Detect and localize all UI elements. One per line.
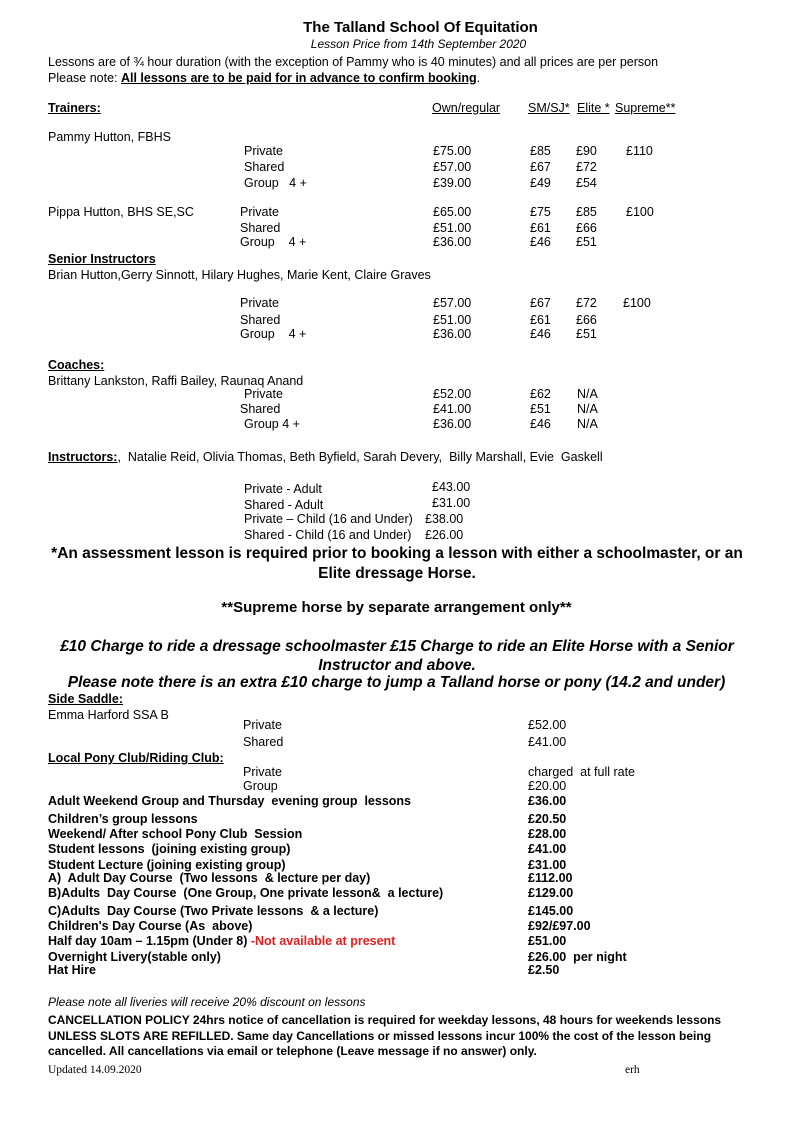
instructors-names: , Natalie Reid, Olivia Thomas, Beth Byfield, Sarah Devery, Billy Marshall, Evie Gaskell — [117, 450, 603, 464]
price-elite: £66 — [576, 221, 597, 235]
lesson-type: Shared — [240, 402, 281, 416]
price-elite: £54 — [576, 176, 597, 190]
lesson-type: Private — [243, 718, 282, 732]
price: £38.00 — [425, 512, 464, 526]
extra-label: Children’s group lessons — [48, 812, 198, 826]
extra-label: B)Adults Day Course (One Group, One private lesson& a lecture) — [48, 886, 444, 900]
instructors-heading: Instructors: — [48, 450, 118, 464]
lesson-type: Group 4 + — [244, 417, 300, 431]
extra-price: £2.50 — [528, 963, 560, 977]
lesson-type: Shared — [244, 160, 285, 174]
coaches-names: Brittany Lankston, Raffi Bailey, Raunaq Anand — [48, 374, 304, 388]
extra-price: £31.00 — [528, 858, 567, 872]
extra-label: Student Lecture (joining existing group) — [48, 858, 286, 872]
liveries-note: Please note all liveries will receive 20% discount on lessons — [48, 995, 366, 1009]
trainer-name: Pammy Hutton, FBHS — [48, 130, 171, 144]
lesson-type: Group 4 + — [240, 327, 307, 341]
lesson-type: Shared — [243, 735, 284, 749]
price-elite: £85 — [576, 205, 597, 219]
price-sm: £75 — [530, 205, 551, 219]
extra-price: £28.00 — [528, 827, 567, 841]
payment-note-suffix: . — [476, 71, 481, 85]
col-own-regular: Own/regular — [432, 101, 501, 115]
price-own: £36.00 — [433, 327, 472, 341]
price-sm: £46 — [530, 235, 551, 249]
lesson-type: Group 4 + — [244, 176, 307, 190]
payment-note-prefix: Please note: — [48, 71, 121, 85]
extra-price: £51.00 — [528, 934, 567, 948]
price: £43.00 — [432, 480, 471, 494]
price-supreme: £110 — [626, 144, 653, 158]
price: £41.00 — [528, 735, 567, 749]
lesson-type: Private — [243, 765, 282, 779]
price-sm: £46 — [530, 417, 551, 431]
price-own: £51.00 — [433, 313, 472, 327]
extra-price: £92/£97.00 — [528, 919, 591, 933]
coaches-heading: Coaches: — [48, 358, 105, 372]
lesson-type: Group — [243, 779, 278, 793]
price: charged at full rate — [528, 765, 636, 779]
price-supreme: £100 — [626, 205, 654, 219]
instructors-line — [48, 450, 603, 464]
page-subtitle: Lesson Price from 14th September 2020 — [310, 37, 527, 51]
price-own: £57.00 — [433, 296, 472, 310]
extra-label: Children's Day Course (As above) — [48, 919, 253, 933]
page-title: The Talland School Of Equitation — [303, 19, 538, 36]
price-supreme: £100 — [623, 296, 651, 310]
lesson-type: Private — [244, 144, 283, 158]
charge-notice: £10 Charge to ride a dressage schoolmaster £15 Charge to ride an Elite Horse with a Senior Instructor and above. — [60, 638, 734, 675]
lesson-type: Group 4 + — [240, 235, 307, 249]
payment-note — [48, 71, 480, 85]
supreme-notice — [0, 599, 793, 616]
price-sm: £67 — [530, 160, 551, 174]
price-sm: £61 — [530, 221, 551, 235]
lesson-type: Shared - Adult — [244, 498, 324, 512]
price-sm: £85 — [530, 144, 551, 158]
updated-date: Updated 14.09.2020 — [48, 1064, 142, 1076]
price: £31.00 — [432, 496, 471, 510]
price: £52.00 — [528, 718, 567, 732]
price-elite: £51 — [576, 235, 597, 249]
extra-price: £129.00 — [528, 886, 574, 900]
extra-price: £41.00 — [528, 842, 567, 856]
price-sm: £51 — [530, 402, 551, 416]
extra-label: Weekend/ After school Pony Club Session — [48, 827, 303, 841]
lesson-type: Private – Child (16 and Under) — [244, 512, 413, 526]
price-elite: £72 — [576, 296, 597, 310]
price-own: £65.00 — [433, 205, 472, 219]
price-sm: £67 — [530, 296, 551, 310]
price: £20.00 — [528, 779, 567, 793]
not-available-note: -Not available at present — [250, 934, 396, 948]
extra-label: C)Adults Day Course (Two Private lessons & a lecture) — [48, 904, 379, 918]
extra-label-row — [48, 934, 395, 948]
side-saddle-heading: Side Saddle: — [48, 692, 124, 706]
col-supreme: Supreme** — [615, 101, 676, 115]
extra-price: £145.00 — [528, 904, 574, 918]
price: £26.00 — [425, 528, 464, 542]
lesson-type: Shared - Child (16 and Under) — [244, 528, 412, 542]
senior-instructors-heading: Senior Instructors — [48, 252, 156, 266]
price-elite: £90 — [576, 144, 597, 158]
lesson-type: Private - Adult — [244, 482, 322, 496]
price-elite: N/A — [577, 402, 598, 416]
price-own: £57.00 — [433, 160, 472, 174]
price-sm: £62 — [530, 387, 551, 401]
price-sm: £61 — [530, 313, 551, 327]
price-own: £52.00 — [433, 387, 472, 401]
price-own: £39.00 — [433, 176, 472, 190]
supreme-notice-text: **Supreme horse by separate arrangement only** — [221, 599, 572, 616]
pony-club-heading: Local Pony Club/Riding Club: — [48, 751, 224, 765]
lesson-type: Shared — [240, 313, 281, 327]
price-own: £75.00 — [433, 144, 472, 158]
senior-instructors-names: Brian Hutton,Gerry Sinnott, Hilary Hughes, Marie Kent, Claire Graves — [48, 268, 431, 282]
extra-label: Half day 10am – 1.15pm (Under 8) — [48, 934, 251, 948]
price-own: £36.00 — [433, 417, 472, 431]
col-sm-sj: SM/SJ* — [528, 101, 570, 115]
price-elite: £66 — [576, 313, 597, 327]
lesson-type: Private — [240, 296, 279, 310]
author-initials: erh — [625, 1064, 640, 1076]
price-own: £36.00 — [433, 235, 472, 249]
extra-label: Hat Hire — [48, 963, 96, 977]
duration-note: Lessons are of ¾ hour duration (with the exception of Pammy who is 40 minutes) and all prices are per person — [48, 55, 659, 69]
trainers-heading: Trainers: — [48, 101, 101, 115]
extra-price: £112.00 — [528, 871, 573, 885]
col-elite: Elite * — [577, 101, 610, 115]
price-elite: N/A — [577, 417, 598, 431]
jump-notice: Please note there is an extra £10 charge to jump a Talland horse or pony (14.2 and under) — [67, 674, 726, 691]
price-own: £51.00 — [433, 221, 472, 235]
price-sm: £46 — [530, 327, 551, 341]
price-own: £41.00 — [433, 402, 472, 416]
side-saddle-name: Emma Harford SSA B — [48, 708, 169, 722]
extra-price: £36.00 — [528, 794, 567, 808]
price-elite: N/A — [577, 387, 598, 401]
lesson-type: Private — [244, 387, 283, 401]
price-elite: £72 — [576, 160, 597, 174]
payment-note-bold: All lessons are to be paid for in advance to confirm booking — [120, 71, 477, 85]
price-sm: £49 — [530, 176, 551, 190]
extra-label: Overnight Livery(stable only) — [48, 950, 221, 964]
lesson-type: Private — [240, 205, 279, 219]
assessment-notice: *An assessment lesson is required prior to booking a lesson with either a schoolmaster, or an Elite dressage Horse. — [51, 545, 743, 583]
cancellation-policy: CANCELLATION POLICY 24hrs notice of cancellation is required for weekday lessons, 48 hours for weekends lessons UNLESS SLOTS ARE REFILLED. Same day Cancellations or missed lessons incur 100% the cost of the lesson being cancelled. All cancellations via email or telephone (Leave message if no answer) only. — [48, 1013, 722, 1059]
extra-price: £20.50 — [528, 812, 567, 826]
lesson-type: Shared — [240, 221, 281, 235]
extra-price: £26.00 per night — [528, 950, 627, 964]
extra-label: Student lessons (joining existing group) — [48, 842, 291, 856]
trainer-name: Pippa Hutton, BHS SE,SC — [48, 205, 194, 219]
extra-label: Adult Weekend Group and Thursday evening group lessons — [48, 794, 412, 808]
price-elite: £51 — [576, 327, 597, 341]
extra-label: A) Adult Day Course (Two lessons & lecture per day) — [48, 871, 371, 885]
